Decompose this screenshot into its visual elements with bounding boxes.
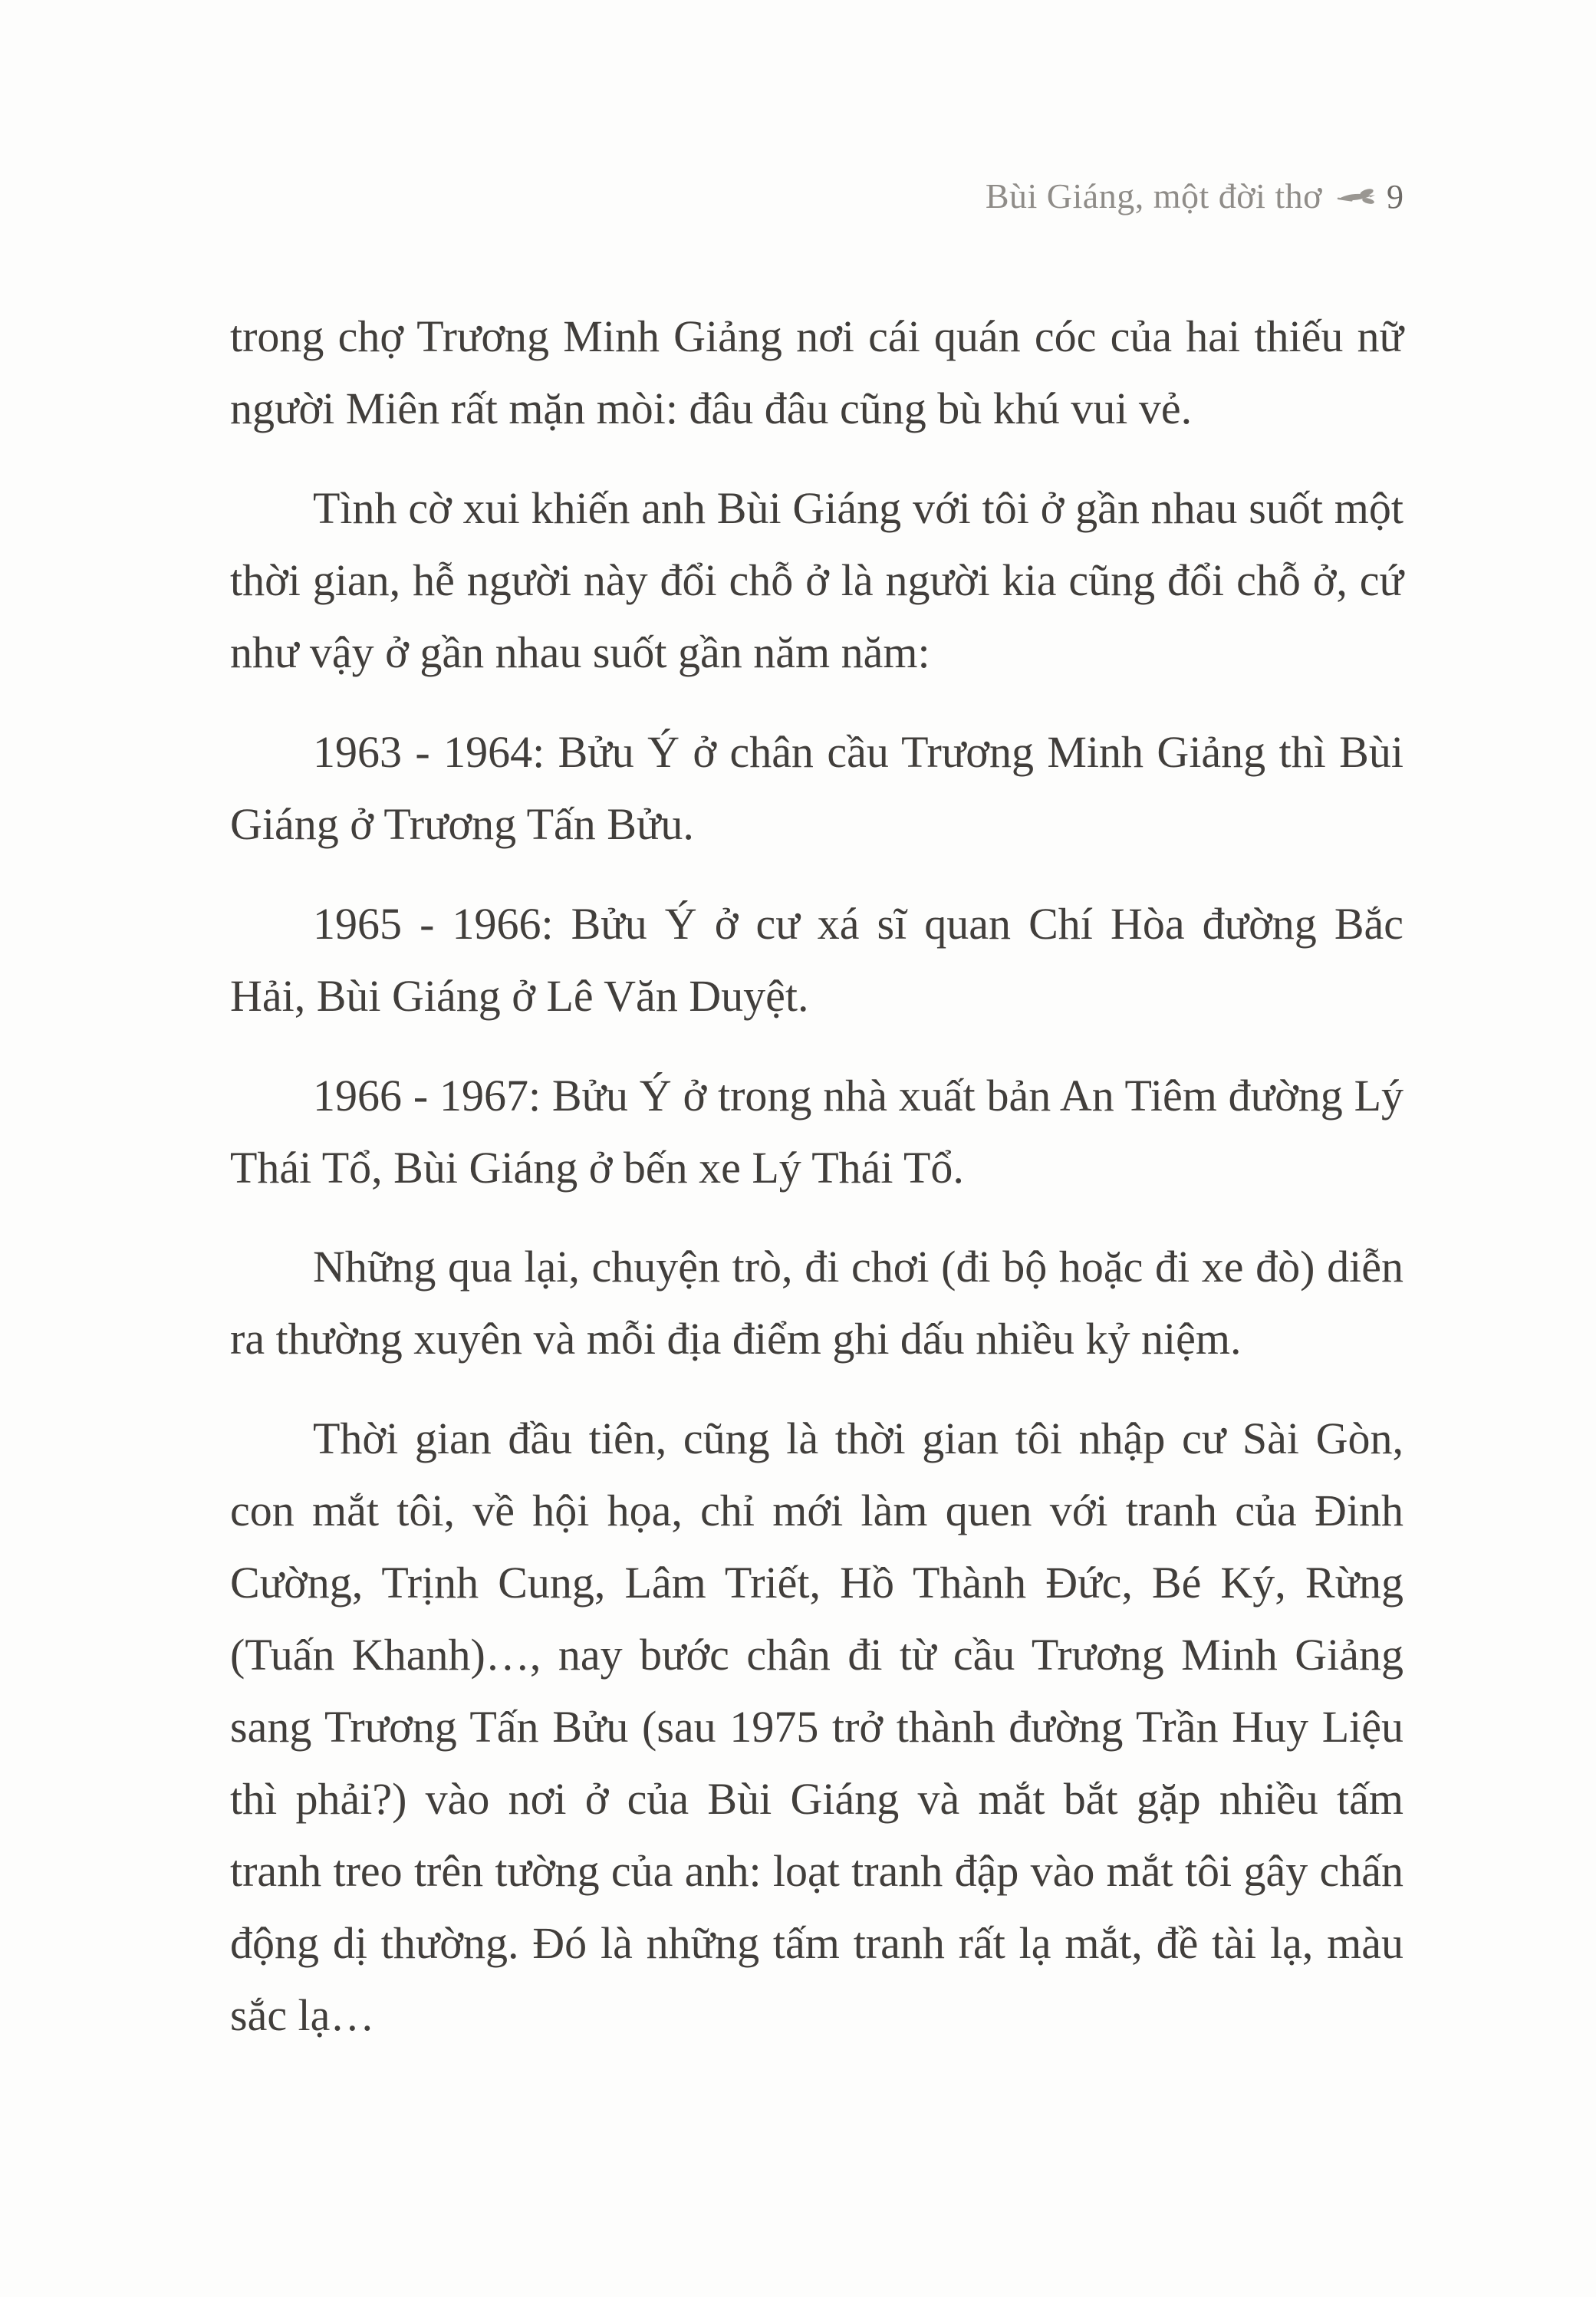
leaf-ornament-icon [1336, 185, 1376, 211]
page-body [230, 301, 1403, 2079]
paragraph: trong chợ Trương Minh Giảng nơi cái quán cóc của hai thiếu nữ người Miên rất mặn mòi: đâu đâu cũng bù khú vui vẻ. [230, 311, 1403, 433]
paragraph: 1965 - 1966: Bửu Ý ở cư xá sĩ quan Chí Hòa đường Bắc Hải, Bùi Giáng ở Lê Văn Duyệt. [230, 898, 1403, 1021]
page-number: 9 [1387, 178, 1403, 216]
paragraph: 1963 - 1964: Bửu Ý ở chân cầu Trương Minh Giảng thì Bùi Giáng ở Trương Tấn Bửu. [230, 726, 1403, 849]
paragraph: 1966 - 1967: Bửu Ý ở trong nhà xuất bản An Tiêm đường Lý Thái Tổ, Bùi Giáng ở bến xe Lý Thái Tổ. [230, 1070, 1403, 1193]
paragraph: Thời gian đầu tiên, cũng là thời gian tôi nhập cư Sài Gòn, con mắt tôi, về hội họa, chỉ mới làm quen với tranh của Đinh Cường, Trịnh Cung, Lâm Triết, Hồ Thành Đức, Bé Ký, Rừng (Tuấn Khanh)…, nay bước chân đi từ cầu Trương Minh Giảng sang Trương Tấn Bửu (sau 1975 trở thành đường Trần Huy Liệu thì phải?) vào nơi ở của Bùi Giáng và mắt bắt gặp nhiều tấm tranh treo trên tường của anh: loạt tranh đập vào mắt tôi gây chấn động dị thường. Đó là những tấm tranh rất lạ mắt, đề tài lạ, màu sắc lạ… [230, 1413, 1403, 2041]
paragraph: Những qua lại, chuyện trò, đi chơi (đi bộ hoặc đi xe đò) diễn ra thường xuyên và mỗi địa điểm ghi dấu nhiều kỷ niệm. [230, 1242, 1403, 1364]
running-title: Bùi Giáng, một đời thơ [985, 176, 1322, 216]
paragraph: Tình cờ xui khiến anh Bùi Giáng với tôi ở gần nhau suốt một thời gian, hễ người này đổi chỗ ở là người kia cũng đổi chỗ ở, cứ như vậy ở gần nhau suốt gần năm năm: [230, 482, 1403, 677]
running-header [230, 175, 1403, 218]
